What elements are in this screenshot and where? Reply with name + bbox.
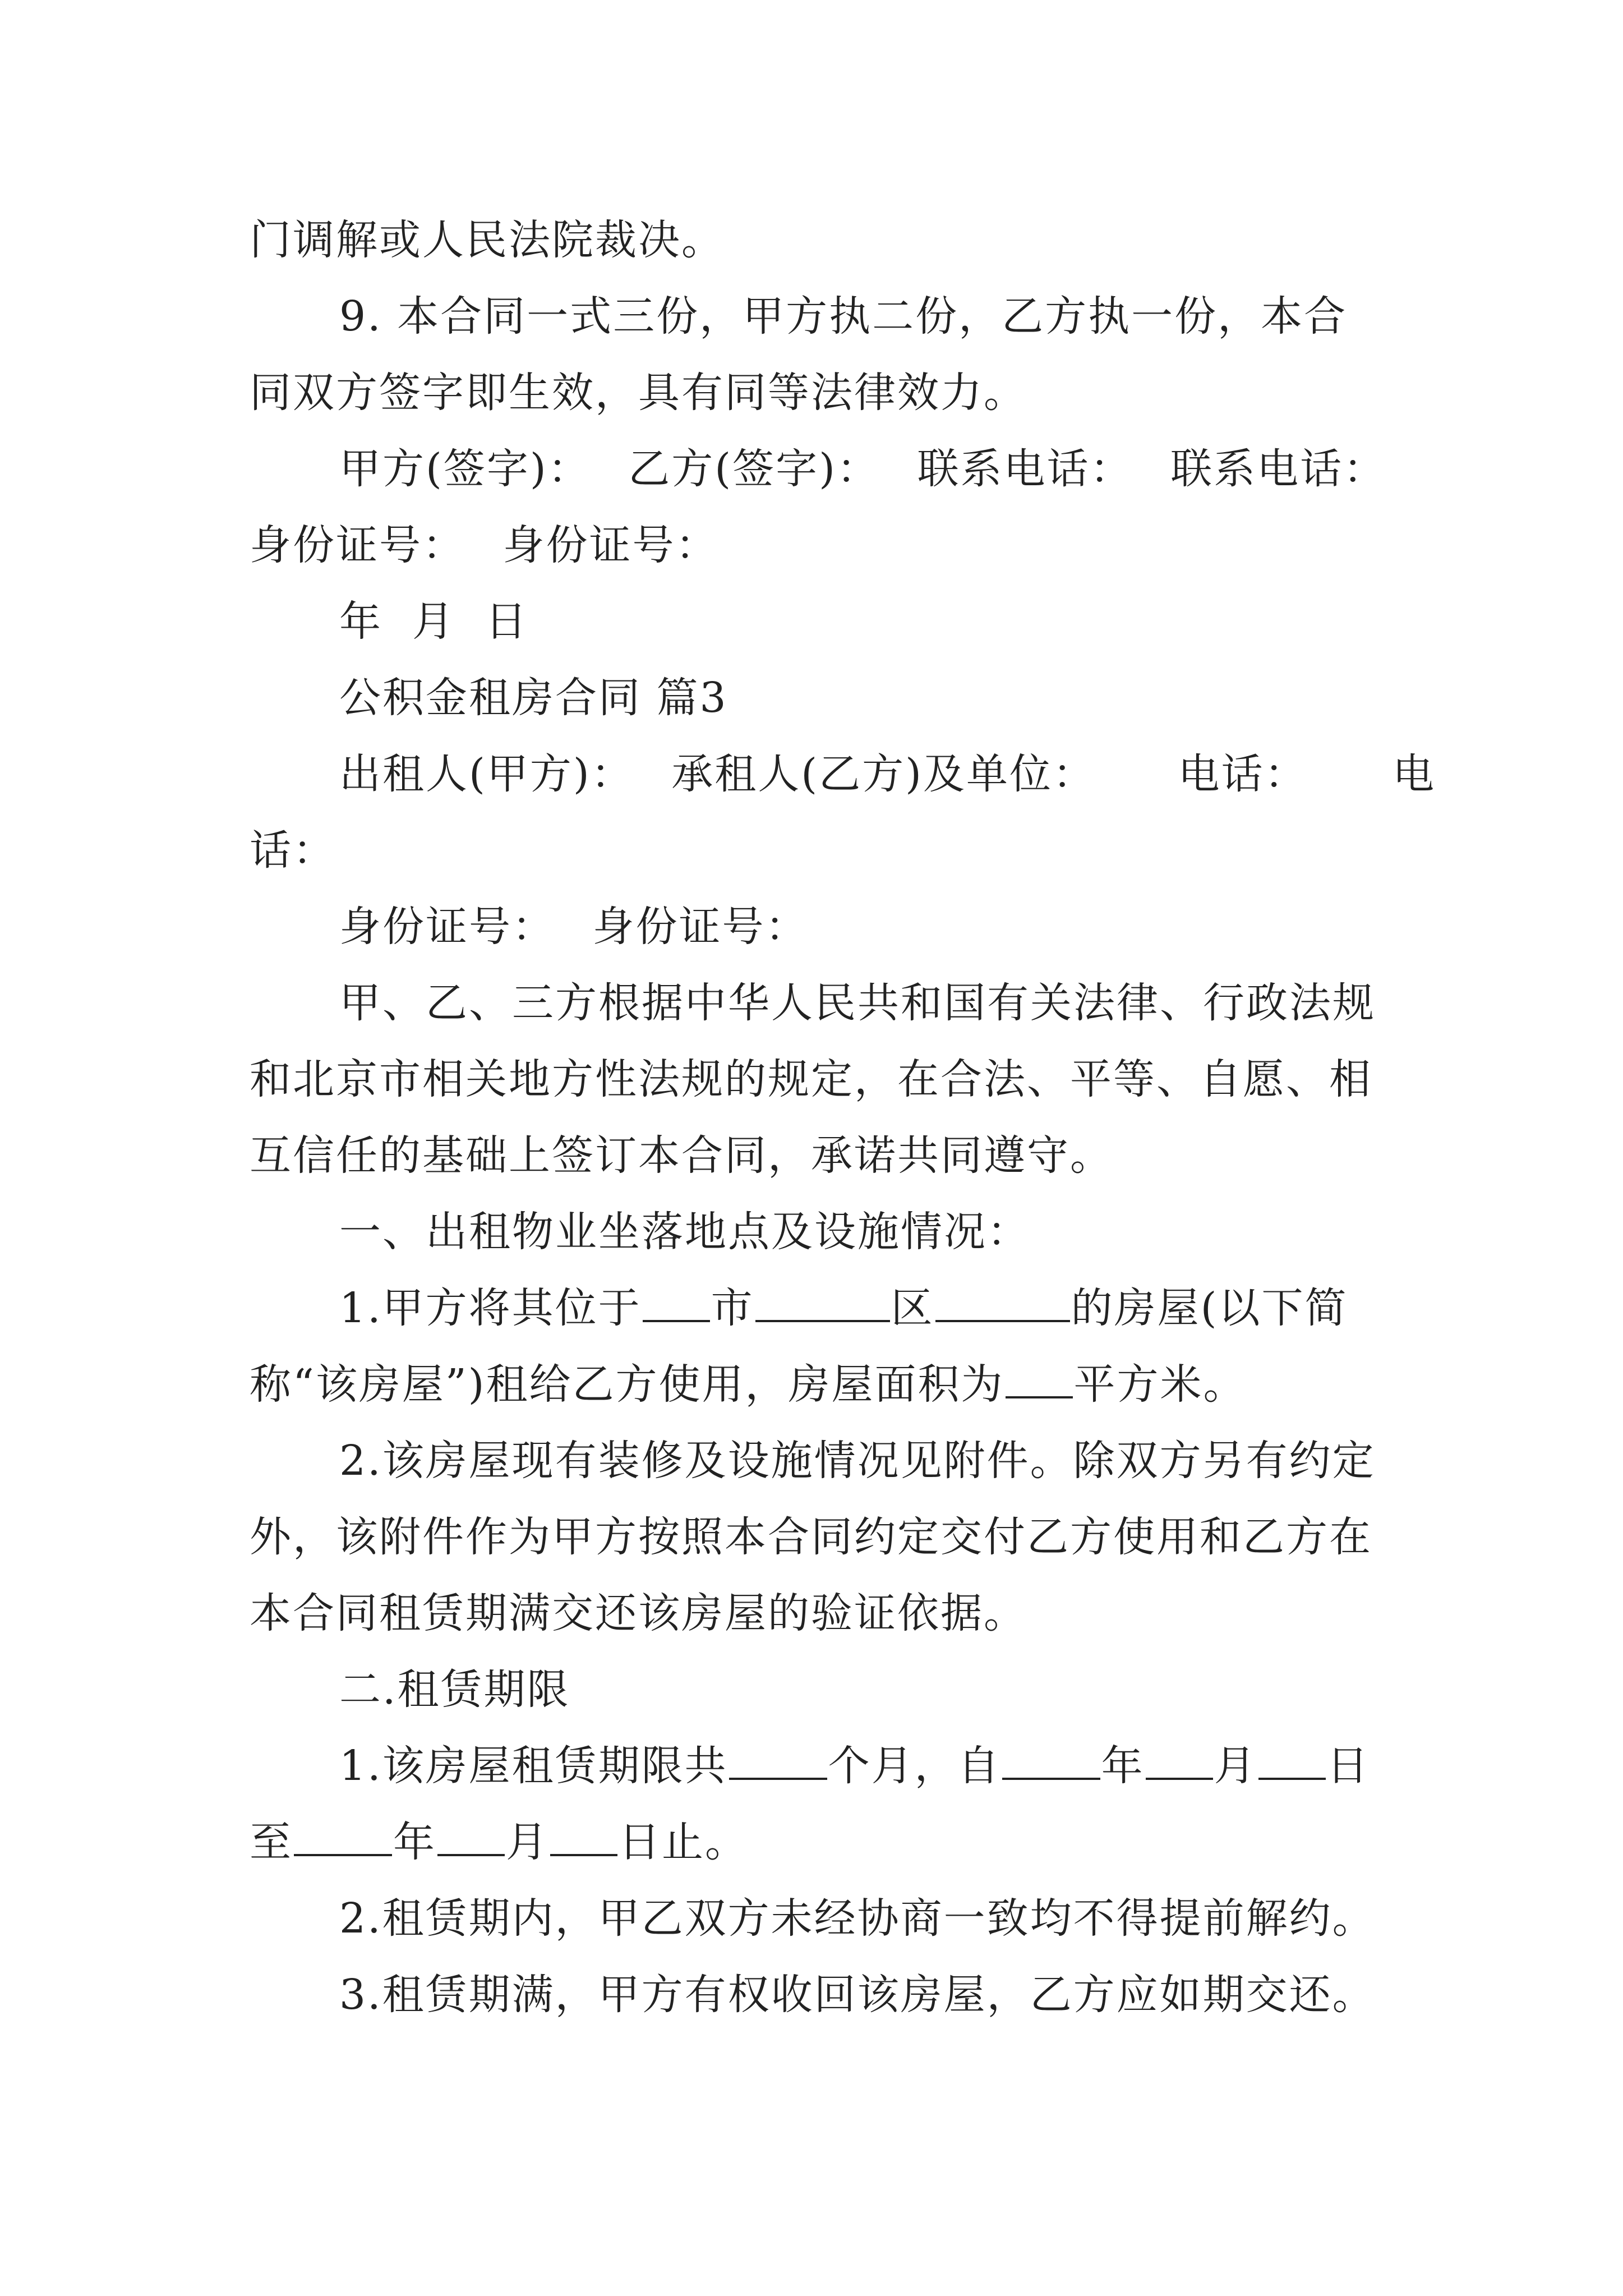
clause-2-1-text-g: 年 <box>393 1818 436 1866</box>
clause-1-1-line-1 <box>250 1270 1394 1346</box>
clause-2-1-text-b: 个月，自 <box>828 1742 1001 1790</box>
clause-2-1-text-e: 日 <box>1326 1742 1370 1790</box>
clause-1-2-line-2: 外，该附件作为甲方按照本合同约定交付乙方使用和乙方在 <box>250 1513 1372 1561</box>
clause-2-1-text-h: 月 <box>506 1818 549 1866</box>
lessee-label: 承租人(乙方)及单位： <box>671 750 1096 798</box>
district-blank-2 <box>935 1281 1070 1322</box>
id-number-row <box>250 507 1394 583</box>
city-blank <box>643 1281 710 1322</box>
preamble-line-2: 和北京市相关地方性法规的规定，在合法、平等、自愿、相 <box>250 1055 1372 1103</box>
clause-2-1-text-f: 至 <box>250 1818 293 1866</box>
document-body <box>250 202 1436 2033</box>
preamble-line-3: 互信任的基础上签订本合同，承诺共同遵守。 <box>250 1131 1113 1180</box>
clause-2-1-line-1 <box>250 1728 1394 1804</box>
id-number-row-2 <box>250 889 1394 965</box>
clause-2-1-line-2 <box>250 1804 1394 1880</box>
lessor-lessee-row <box>250 736 1436 812</box>
clause-9-line-1: 9. 本合同一式三份，甲方执二份，乙方执一份，本合 <box>339 292 1348 341</box>
start-day-blank <box>1258 1738 1326 1780</box>
end-month-blank <box>437 1815 505 1856</box>
clause-1-1-text-d: 的房屋(以下简 <box>1071 1284 1348 1332</box>
clause-2-1-text-c: 年 <box>1101 1742 1145 1790</box>
clause-2-2-line: 2.租赁期内，甲乙双方未经协商一致均不得提前解约。 <box>339 1894 1376 1943</box>
preamble-line-1: 甲、乙、三方根据中华人民共和国有关法律、行政法规 <box>339 979 1376 1027</box>
clause-9-line-2: 同双方签字即生效，具有同等法律效力。 <box>250 369 1027 417</box>
lessor-phone-label: 电话： <box>1178 750 1308 798</box>
party-a-id-label: 身份证号： <box>250 521 465 569</box>
clause-2-1-text-d: 月 <box>1214 1742 1257 1790</box>
clause-2-3-line: 3.租赁期满，甲方有权收回该房屋，乙方应如期交还。 <box>339 1971 1376 2019</box>
date-line: 年 月 日 <box>339 597 529 646</box>
signature-row <box>250 431 1394 507</box>
lessor-label: 出租人(甲方)： <box>339 750 634 798</box>
end-year-blank <box>294 1815 392 1856</box>
text-line: 门调解或人民法院裁决。 <box>250 216 725 264</box>
party-b-phone-label: 联系电话： <box>1170 445 1387 493</box>
lessee-id-label: 身份证号： <box>592 903 809 951</box>
clause-2-1-text-i: 日止。 <box>619 1818 748 1866</box>
section-heading-1: 一、出租物业坐落地点及设施情况： <box>339 1208 1030 1256</box>
clause-1-1-text-c: 区 <box>891 1284 934 1332</box>
party-a-phone-label: 联系电话： <box>917 445 1133 493</box>
clause-1-1-line-2 <box>250 1346 1394 1423</box>
area-blank <box>1006 1357 1073 1398</box>
party-b-signature-label: 乙方(签字)： <box>628 445 880 493</box>
start-year-blank <box>1002 1738 1100 1780</box>
start-month-blank <box>1146 1738 1213 1780</box>
section-title: 公积金租房合同 篇3 <box>339 674 728 722</box>
clause-1-2-line-3: 本合同租赁期满交还该房屋的验证依据。 <box>250 1589 1027 1637</box>
clause-1-1-text-b: 市 <box>711 1284 754 1332</box>
clause-1-2-line-1: 2.该房屋现有装修及设施情况见附件。除双方另有约定 <box>339 1437 1376 1485</box>
lessee-phone-label-start: 电 <box>1393 750 1436 798</box>
months-blank <box>729 1738 827 1780</box>
clause-2-1-text-a: 1.该房屋租赁期限共 <box>339 1742 728 1790</box>
lessor-id-label: 身份证号： <box>339 903 555 951</box>
section-heading-2: 二.租赁期限 <box>339 1665 570 1714</box>
clause-1-1-text-e: 称“该房屋”)租给乙方使用，房屋面积为 <box>250 1360 1004 1409</box>
party-a-signature-label: 甲方(签字)： <box>339 445 591 493</box>
party-b-id-label: 身份证号： <box>502 521 719 569</box>
lessee-phone-label-end: 话： <box>250 826 336 875</box>
district-blank-1 <box>755 1281 890 1322</box>
end-day-blank <box>550 1815 617 1856</box>
clause-1-1-text-f: 平方米。 <box>1073 1360 1247 1409</box>
clause-1-1-text-a: 1.甲方将其位于 <box>339 1284 642 1332</box>
